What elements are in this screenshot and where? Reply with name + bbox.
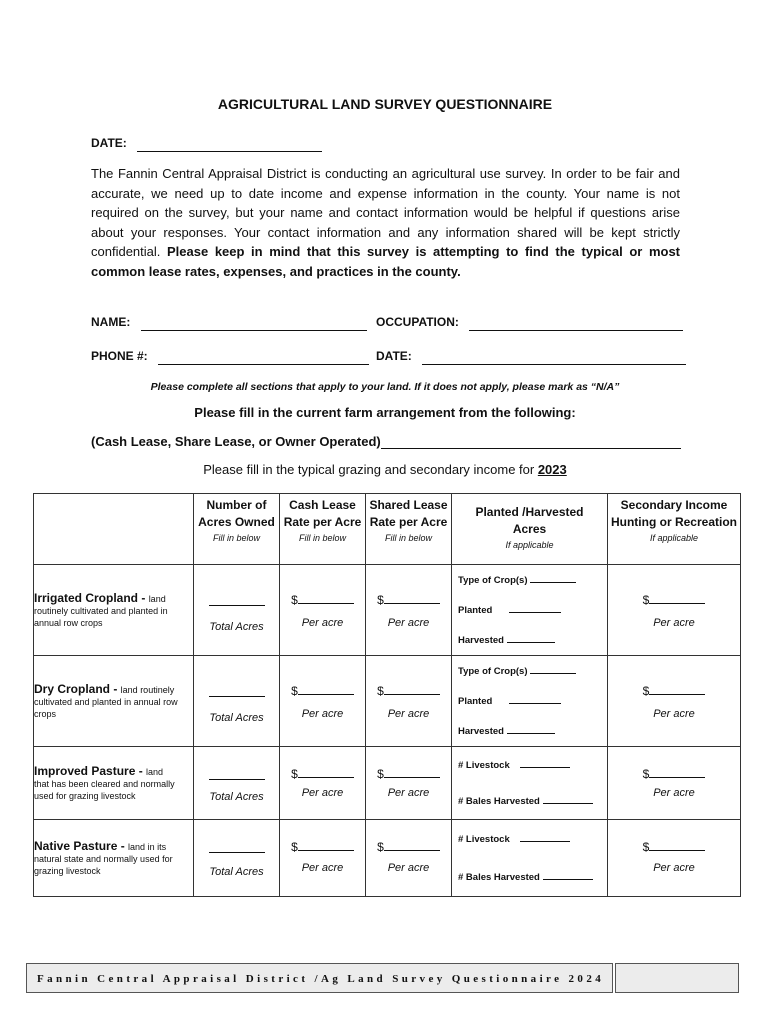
survey-table bbox=[33, 493, 741, 897]
footer-banner: Fannin Central Appraisal District /Ag Land Survey Questionnaire 2024 bbox=[26, 963, 613, 993]
shared-cell[interactable] bbox=[366, 747, 452, 820]
date2-label: DATE: bbox=[376, 349, 412, 363]
arrangement-field[interactable] bbox=[381, 435, 681, 449]
table-row bbox=[34, 565, 741, 656]
bales-field[interactable] bbox=[543, 871, 593, 880]
secondary-field[interactable] bbox=[649, 684, 705, 695]
per-acre-label: Per acre bbox=[301, 617, 344, 629]
date-label: DATE: bbox=[91, 136, 127, 150]
row-desc-inline: land in its bbox=[128, 842, 167, 852]
dollar-sign: $ bbox=[291, 593, 298, 607]
header-cash-label: Cash Lease Rate per Acre bbox=[283, 498, 362, 529]
total-acres-label: Total Acres bbox=[209, 791, 264, 803]
row-desc: routinely cultivated and planted in annual row crops bbox=[34, 606, 168, 628]
row-title: Native Pasture - bbox=[34, 839, 129, 853]
row-title: Irrigated Cropland - bbox=[34, 591, 149, 605]
total-acres-label: Total Acres bbox=[209, 621, 264, 633]
name-field[interactable] bbox=[141, 317, 367, 331]
header-secondary-sub: If applicable bbox=[649, 533, 699, 543]
header-shared-sub: Fill in below bbox=[384, 533, 433, 543]
header-blank bbox=[34, 494, 194, 565]
harvested-label: Harvested bbox=[458, 726, 504, 737]
occupation-row bbox=[376, 313, 683, 331]
date2-field[interactable] bbox=[422, 351, 686, 365]
planted-label: Planted bbox=[458, 605, 493, 616]
per-acre-label: Per acre bbox=[387, 617, 430, 629]
crop-type-field[interactable] bbox=[530, 665, 576, 674]
row-desc-inline: land routinely bbox=[120, 685, 175, 695]
table-header-row bbox=[34, 494, 741, 565]
cash-cell[interactable] bbox=[280, 656, 366, 747]
header-shared bbox=[366, 494, 452, 565]
date2-row bbox=[376, 347, 686, 365]
secondary-field[interactable] bbox=[649, 767, 705, 778]
occupation-field[interactable] bbox=[469, 317, 683, 331]
per-acre-label: Per acre bbox=[387, 787, 430, 799]
shared-cell[interactable] bbox=[366, 656, 452, 747]
name-label: NAME: bbox=[91, 315, 131, 329]
acres-cell[interactable] bbox=[194, 565, 280, 656]
secondary-cell[interactable] bbox=[608, 747, 741, 820]
header-secondary bbox=[608, 494, 741, 565]
bales-label: # Bales Harvested bbox=[458, 872, 540, 883]
per-acre-label: Per acre bbox=[301, 787, 344, 799]
livestock-cell[interactable] bbox=[452, 747, 608, 820]
shared-cell[interactable] bbox=[366, 820, 452, 897]
secondary-cell[interactable] bbox=[608, 656, 741, 747]
table-row bbox=[34, 747, 741, 820]
livestock-label: # Livestock bbox=[458, 760, 510, 771]
arrangement-row bbox=[91, 434, 681, 449]
bales-label: # Bales Harvested bbox=[458, 796, 540, 807]
acres-cell[interactable] bbox=[194, 656, 280, 747]
acres-field[interactable] bbox=[209, 842, 265, 853]
secondary-field[interactable] bbox=[649, 840, 705, 851]
planted-field[interactable] bbox=[509, 695, 561, 704]
table-row bbox=[34, 820, 741, 897]
footer-page-box bbox=[615, 963, 739, 993]
livestock-field[interactable] bbox=[520, 833, 570, 842]
header-planted-label: Planted /Harvested Acres bbox=[475, 505, 584, 536]
dollar-sign: $ bbox=[642, 593, 650, 607]
header-planted bbox=[452, 494, 608, 565]
shared-field[interactable] bbox=[384, 840, 440, 851]
shared-field[interactable] bbox=[384, 684, 440, 695]
shared-field[interactable] bbox=[384, 767, 440, 778]
intro-text: The Fannin Central Appraisal District is conducting an agricultural use survey. In order to be fair and accurate, we need up to date income and expense information in the county. Your name is not required on the survey, but your name and contact information would be helpful if questions arise about your responses. Your contact information and any information shared will be kept strictly confidential. bbox=[91, 166, 680, 259]
date-field[interactable] bbox=[137, 138, 322, 152]
harvested-field[interactable] bbox=[507, 725, 555, 734]
row-desc: cultivated and planted in annual row crops bbox=[34, 697, 178, 719]
cash-field[interactable] bbox=[298, 767, 354, 778]
total-acres-label: Total Acres bbox=[209, 712, 264, 724]
per-acre-label: Per acre bbox=[387, 862, 430, 874]
row-desc-inline: land bbox=[146, 767, 164, 777]
planted-cell[interactable] bbox=[452, 656, 608, 747]
row-label-dry bbox=[34, 656, 194, 747]
row-label-native bbox=[34, 820, 194, 897]
per-acre-label: Per acre bbox=[653, 787, 695, 799]
header-shared-label: Shared Lease Rate per Acre bbox=[369, 498, 448, 529]
row-desc: natural state and normally used for grazing livestock bbox=[34, 854, 173, 876]
per-acre-label: Per acre bbox=[301, 862, 344, 874]
dollar-sign: $ bbox=[291, 767, 298, 781]
header-acres-label: Number of Acres Owned bbox=[198, 498, 275, 529]
crop-type-field[interactable] bbox=[530, 574, 576, 583]
arrangement-label: (Cash Lease, Share Lease, or Owner Operated) bbox=[91, 434, 381, 449]
page-title: AGRICULTURAL LAND SURVEY QUESTIONNAIRE bbox=[217, 96, 553, 112]
per-acre-label: Per acre bbox=[653, 617, 695, 629]
na-note: Please complete all sections that apply to your land. If it does not apply, please mark as “N/A” bbox=[150, 381, 620, 393]
per-acre-label: Per acre bbox=[301, 708, 344, 720]
acres-field[interactable] bbox=[209, 595, 265, 606]
header-cash bbox=[280, 494, 366, 565]
table-row bbox=[34, 656, 741, 747]
planted-cell[interactable] bbox=[452, 565, 608, 656]
dollar-sign: $ bbox=[642, 684, 650, 698]
livestock-cell[interactable] bbox=[452, 820, 608, 897]
livestock-label: # Livestock bbox=[458, 834, 510, 845]
dollar-sign: $ bbox=[291, 840, 298, 854]
dollar-sign: $ bbox=[377, 593, 384, 607]
header-planted-sub: If applicable bbox=[505, 540, 554, 550]
dollar-sign: $ bbox=[377, 767, 384, 781]
arrangement-instruction: Please fill in the current farm arrangement from the following: bbox=[194, 405, 576, 420]
cash-cell[interactable] bbox=[280, 565, 366, 656]
grazing-instruction bbox=[0, 462, 770, 477]
acres-cell[interactable] bbox=[194, 820, 280, 897]
header-cash-sub: Fill in below bbox=[298, 533, 347, 543]
header-secondary-label: Secondary Income Hunting or Recreation bbox=[610, 498, 737, 529]
row-title: Dry Cropland - bbox=[34, 682, 121, 696]
grazing-year: 2023 bbox=[537, 462, 567, 477]
phone-field[interactable] bbox=[158, 351, 369, 365]
harvested-field[interactable] bbox=[507, 634, 555, 643]
intro-paragraph bbox=[91, 164, 680, 281]
grazing-prefix: Please fill in the typical grazing and secondary income for bbox=[203, 462, 538, 477]
total-acres-label: Total Acres bbox=[209, 866, 264, 878]
date-row bbox=[91, 134, 322, 152]
type-crops-label: Type of Crop(s) bbox=[458, 575, 528, 586]
acres-field[interactable] bbox=[209, 686, 265, 697]
row-desc-inline: land bbox=[148, 594, 166, 604]
cash-field[interactable] bbox=[298, 593, 354, 604]
dollar-sign: $ bbox=[377, 840, 384, 854]
dollar-sign: $ bbox=[291, 684, 298, 698]
cash-field[interactable] bbox=[298, 684, 354, 695]
row-desc: that has been cleared and normally used for grazing livestock bbox=[34, 779, 175, 801]
acres-cell[interactable] bbox=[194, 747, 280, 820]
planted-field[interactable] bbox=[509, 604, 561, 613]
occupation-label: OCCUPATION: bbox=[376, 315, 459, 329]
row-label-irrigated bbox=[34, 565, 194, 656]
per-acre-label: Per acre bbox=[387, 708, 430, 720]
row-label-improved bbox=[34, 747, 194, 820]
acres-field[interactable] bbox=[209, 769, 265, 780]
cash-field[interactable] bbox=[298, 840, 354, 851]
dollar-sign: $ bbox=[642, 767, 650, 781]
cash-cell[interactable] bbox=[280, 820, 366, 897]
per-acre-label: Per acre bbox=[653, 708, 695, 720]
intro-bold-text: Please keep in mind that this survey is attempting to find the typical or most common lease rates, expenses, and practices in the county. bbox=[91, 244, 680, 279]
phone-label: PHONE #: bbox=[91, 349, 148, 363]
secondary-field[interactable] bbox=[649, 593, 705, 604]
row-title: Improved Pasture - bbox=[34, 764, 147, 778]
per-acre-label: Per acre bbox=[653, 862, 695, 874]
livestock-field[interactable] bbox=[520, 759, 570, 768]
secondary-cell[interactable] bbox=[608, 820, 741, 897]
shared-cell[interactable] bbox=[366, 565, 452, 656]
phone-row bbox=[91, 347, 369, 365]
dollar-sign: $ bbox=[642, 840, 650, 854]
cash-cell[interactable] bbox=[280, 747, 366, 820]
header-acres-sub: Fill in below bbox=[212, 533, 261, 543]
name-row bbox=[91, 313, 367, 331]
harvested-label: Harvested bbox=[458, 635, 504, 646]
type-crops-label: Type of Crop(s) bbox=[458, 666, 528, 677]
dollar-sign: $ bbox=[377, 684, 384, 698]
header-acres bbox=[194, 494, 280, 565]
planted-label: Planted bbox=[458, 696, 493, 707]
bales-field[interactable] bbox=[543, 795, 593, 804]
secondary-cell[interactable] bbox=[608, 565, 741, 656]
shared-field[interactable] bbox=[384, 593, 440, 604]
